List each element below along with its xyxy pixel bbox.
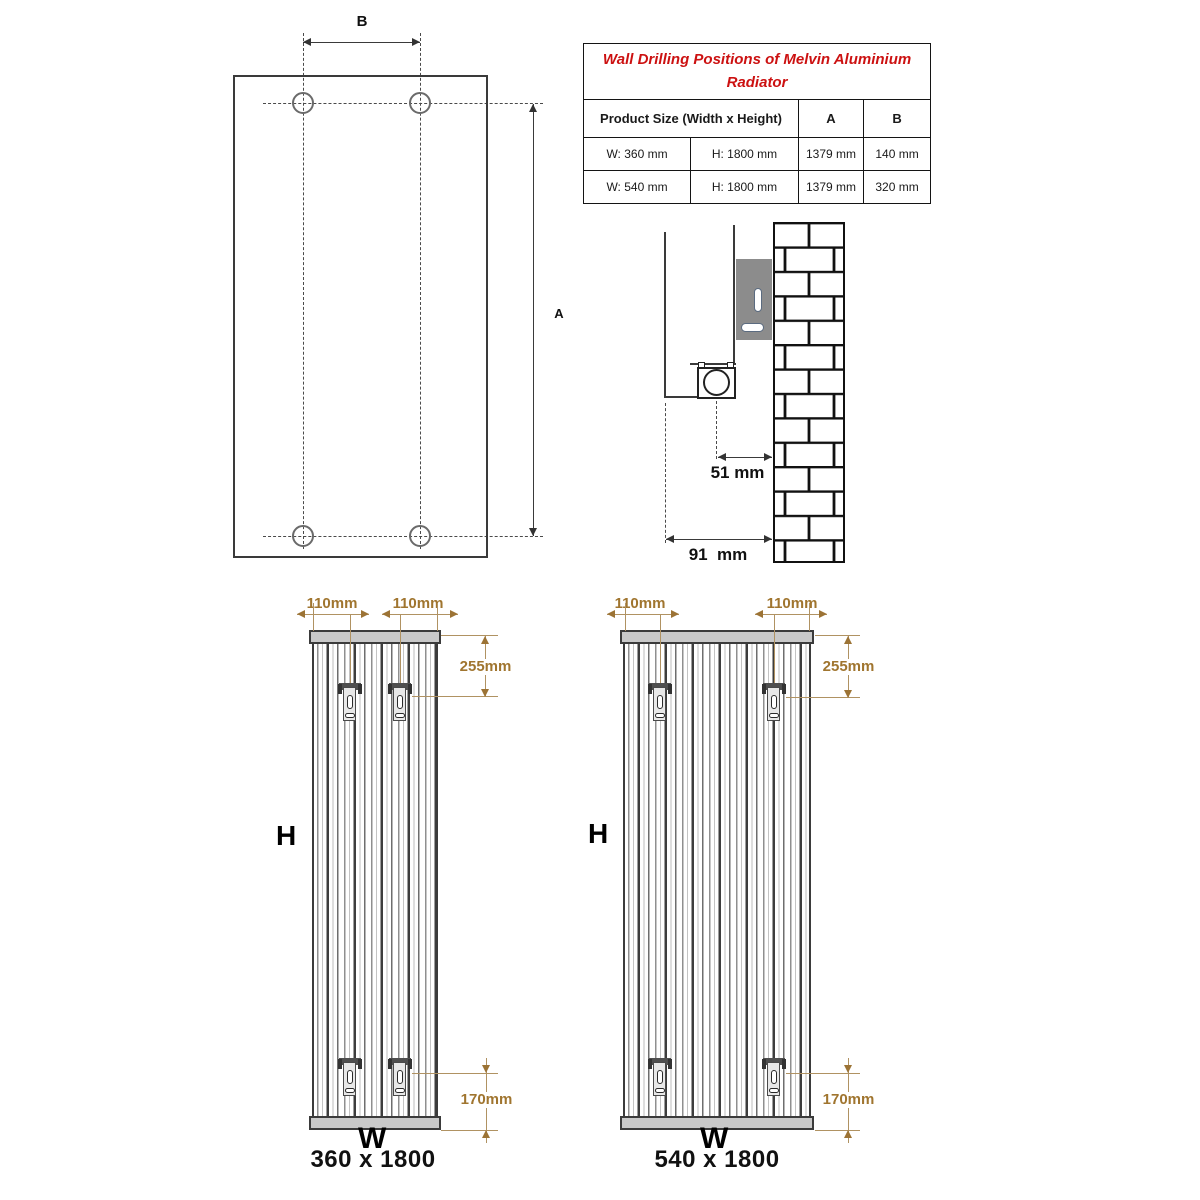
- dim-255mm-label: 255mm: [818, 659, 879, 675]
- radiator-body: [312, 644, 438, 1117]
- arrow: [481, 689, 489, 697]
- dim-110mm-right-label: 110mm: [392, 595, 444, 612]
- arrow: [844, 690, 852, 698]
- size-label: 540 x 1800: [654, 1146, 780, 1173]
- dimension-line-91mm: [666, 539, 772, 540]
- mounting-bracket: [763, 1058, 785, 1097]
- extension-line: [809, 603, 810, 631]
- arrow: [819, 610, 827, 618]
- cell-b: 140 mm: [864, 138, 931, 171]
- dimension-line: [382, 614, 458, 615]
- arrow: [303, 38, 311, 46]
- mounting-bracket: [339, 683, 361, 722]
- brick-wall: [773, 222, 845, 563]
- drill-hole-top-left: [292, 92, 314, 114]
- radiator-top-bar: [620, 630, 814, 644]
- drill-hole-bottom-right: [409, 525, 431, 547]
- bracket-slot-horizontal: [741, 323, 764, 332]
- dim-110mm-right-label: 110mm: [766, 595, 818, 612]
- extension-line: [665, 403, 666, 543]
- extension-line: [400, 614, 401, 683]
- mounting-bracket: [389, 683, 411, 722]
- width-label: W: [700, 1122, 729, 1155]
- extension-line: [625, 603, 626, 631]
- dim-170mm-label: 170mm: [456, 1092, 517, 1108]
- dim-a-label: A: [554, 306, 564, 321]
- arrow: [450, 610, 458, 618]
- arrow: [718, 453, 726, 461]
- dimension-line: [297, 614, 369, 615]
- cell-height: H: 1800 mm: [691, 138, 799, 171]
- bracket-slot-vertical: [754, 288, 762, 312]
- radiator-top-bar: [309, 630, 441, 644]
- mounting-bracket: [649, 683, 671, 722]
- arrow: [529, 528, 537, 536]
- col-header-a: A: [799, 100, 864, 138]
- extension-line: [774, 614, 775, 683]
- extension-line: [660, 614, 661, 683]
- pipe-connection-circle: [703, 369, 730, 396]
- arrow: [844, 636, 852, 644]
- arrow: [666, 535, 674, 543]
- drill-hole-top-right: [409, 92, 431, 114]
- cell-a: 1379 mm: [799, 138, 864, 171]
- dimension-line-b: [303, 42, 420, 43]
- table-title: Wall Drilling Positions of Melvin Aluminium Radiator: [584, 44, 931, 100]
- wall-bracket-side: [736, 259, 772, 340]
- arrow: [844, 1065, 852, 1073]
- dimension-line: [755, 614, 827, 615]
- cell-width: W: 360 mm: [584, 138, 691, 171]
- dim-91mm-label: 91 mm: [688, 545, 748, 564]
- height-label: H: [588, 818, 609, 849]
- extension-line: [815, 635, 860, 636]
- dim-b-label: B: [356, 13, 368, 30]
- width-label: W: [358, 1122, 387, 1155]
- cell-width: W: 540 mm: [584, 171, 691, 204]
- extension-line: [437, 603, 438, 631]
- arrow: [764, 535, 772, 543]
- arrow: [844, 1130, 852, 1138]
- product-outline: [233, 75, 488, 558]
- extension-line: [313, 603, 314, 631]
- radiator-profile-left-edge: [664, 232, 666, 397]
- arrow: [382, 610, 390, 618]
- arrow: [361, 610, 369, 618]
- arrow: [671, 610, 679, 618]
- arrow: [297, 610, 305, 618]
- dimension-line: [607, 614, 679, 615]
- table-row: [584, 171, 931, 204]
- radiator-profile-right-edge: [733, 225, 735, 364]
- drill-hole-bottom-left: [292, 525, 314, 547]
- arrow: [412, 38, 420, 46]
- height-label: H: [276, 820, 297, 851]
- dim-51mm-label: 51 mm: [710, 463, 765, 482]
- cell-b: 320 mm: [864, 171, 931, 204]
- cell-height: H: 1800 mm: [691, 171, 799, 204]
- mounting-bracket: [649, 1058, 671, 1097]
- arrow: [607, 610, 615, 618]
- dimension-line-a: [533, 104, 534, 536]
- dim-110mm-left-label: 110mm: [306, 595, 358, 612]
- extension-line: [441, 635, 498, 636]
- mounting-bracket: [763, 683, 785, 722]
- table-row: [584, 138, 931, 171]
- mounting-bracket: [389, 1058, 411, 1097]
- dim-255mm-label: 255mm: [455, 659, 516, 675]
- extension-line: [716, 401, 717, 459]
- cell-a: 1379 mm: [799, 171, 864, 204]
- col-header-product-size: Product Size (Width x Height): [584, 100, 799, 138]
- arrow: [764, 453, 772, 461]
- extension-line: [350, 614, 351, 683]
- arrow: [755, 610, 763, 618]
- col-header-b: B: [864, 100, 931, 138]
- size-label: 360 x 1800: [310, 1146, 436, 1173]
- dim-170mm-label: 170mm: [818, 1092, 879, 1108]
- mounting-bracket: [339, 1058, 361, 1097]
- arrow: [482, 1065, 490, 1073]
- radiator-profile-bottom: [664, 396, 699, 398]
- extension-line: [815, 1130, 860, 1131]
- spec-table: [583, 43, 931, 204]
- arrow: [529, 104, 537, 112]
- dim-110mm-left-label: 110mm: [614, 595, 666, 612]
- arrow: [481, 636, 489, 644]
- arrow: [482, 1130, 490, 1138]
